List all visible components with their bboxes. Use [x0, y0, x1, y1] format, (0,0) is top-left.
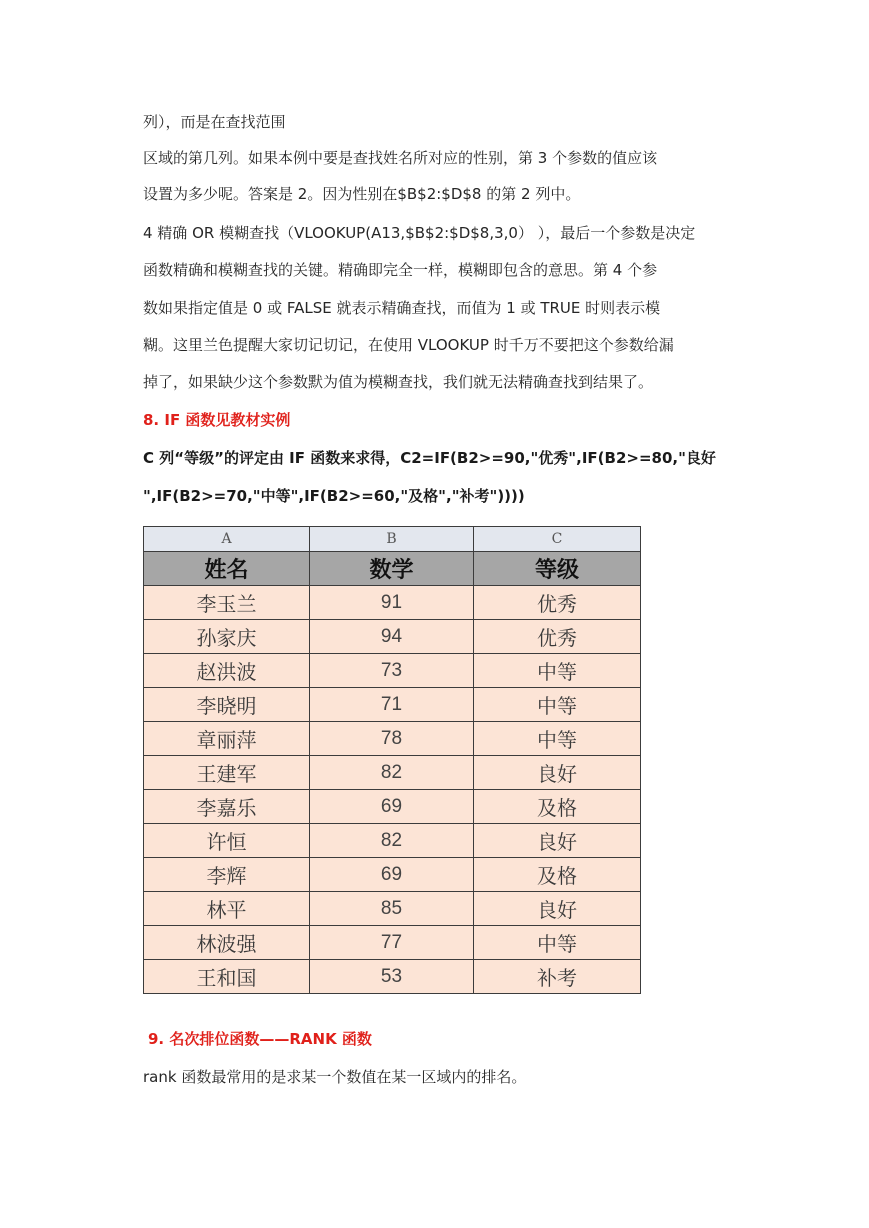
grade-cell[interactable]: 及格 — [474, 790, 641, 824]
section-8-heading: 8. IF 函数见教材实例 — [143, 411, 291, 429]
column-letter-a[interactable]: A — [144, 527, 310, 552]
math-cell[interactable]: 73 — [310, 654, 474, 688]
math-cell[interactable]: 71 — [310, 688, 474, 722]
math-cell[interactable]: 53 — [310, 960, 474, 994]
math-cell[interactable]: 69 — [310, 858, 474, 892]
name-cell[interactable]: 林波强 — [144, 926, 310, 960]
math-cell[interactable]: 82 — [310, 824, 474, 858]
paragraph-line-8: 掉了，如果缺少这个参数默为值为模糊查找，我们就无法精确查找到结果了。 — [143, 373, 654, 391]
table-row — [144, 620, 641, 654]
paragraph-line-2: 区域的第几列。如果本例中要是查找姓名所对应的性别，第 3 个参数的值应该 — [143, 149, 658, 167]
grade-spreadsheet — [143, 526, 641, 994]
section-8-desc-line-2: ",IF(B2>=70,"中等",IF(B2>=60,"及格","补考")))) — [143, 487, 525, 505]
header-name[interactable]: 姓名 — [144, 552, 310, 586]
table-row — [144, 654, 641, 688]
grade-cell[interactable]: 良好 — [474, 756, 641, 790]
grade-cell[interactable]: 补考 — [474, 960, 641, 994]
table-row — [144, 586, 641, 620]
section-9-heading: 9. 名次排位函数——RANK 函数 — [148, 1030, 372, 1048]
math-cell[interactable]: 91 — [310, 586, 474, 620]
math-cell[interactable]: 85 — [310, 892, 474, 926]
table-row — [144, 926, 641, 960]
column-letter-b[interactable]: B — [310, 527, 474, 552]
paragraph-line-6: 数如果指定值是 0 或 FALSE 就表示精确查找，而值为 1 或 TRUE 时则表示模 — [143, 299, 661, 317]
paragraph-line-5: 函数精确和模糊查找的关键。精确即完全一样，模糊即包含的意思。第 4 个参 — [143, 261, 658, 279]
table-row — [144, 790, 641, 824]
math-cell[interactable]: 94 — [310, 620, 474, 654]
field-header-row — [144, 552, 641, 586]
math-cell[interactable]: 69 — [310, 790, 474, 824]
math-cell[interactable]: 82 — [310, 756, 474, 790]
column-letter-row — [144, 527, 641, 552]
grade-cell[interactable]: 中等 — [474, 654, 641, 688]
table-row — [144, 892, 641, 926]
name-cell[interactable]: 林平 — [144, 892, 310, 926]
name-cell[interactable]: 许恒 — [144, 824, 310, 858]
name-cell[interactable]: 孙家庆 — [144, 620, 310, 654]
grade-cell[interactable]: 中等 — [474, 926, 641, 960]
table-row — [144, 824, 641, 858]
name-cell[interactable]: 李玉兰 — [144, 586, 310, 620]
grade-cell[interactable]: 中等 — [474, 688, 641, 722]
name-cell[interactable]: 王建军 — [144, 756, 310, 790]
grade-cell[interactable]: 中等 — [474, 722, 641, 756]
section-9-body: rank 函数最常用的是求某一个数值在某一区域内的排名。 — [143, 1068, 527, 1086]
name-cell[interactable]: 李嘉乐 — [144, 790, 310, 824]
name-cell[interactable]: 赵洪波 — [144, 654, 310, 688]
grade-cell[interactable]: 良好 — [474, 824, 641, 858]
grade-cell[interactable]: 优秀 — [474, 620, 641, 654]
math-cell[interactable]: 77 — [310, 926, 474, 960]
section-8-desc-line-1: C 列“等级”的评定由 IF 函数来求得，C2=IF(B2>=90,"优秀",IF(B2>=80,"良好 — [143, 449, 716, 467]
table-row — [144, 688, 641, 722]
math-cell[interactable]: 78 — [310, 722, 474, 756]
name-cell[interactable]: 李辉 — [144, 858, 310, 892]
column-letter-c[interactable]: C — [474, 527, 641, 552]
table-row — [144, 960, 641, 994]
table-row — [144, 858, 641, 892]
paragraph-line-1: 列），而是在查找范围 — [143, 113, 286, 131]
table-row — [144, 756, 641, 790]
header-grade[interactable]: 等级 — [474, 552, 641, 586]
header-math[interactable]: 数学 — [310, 552, 474, 586]
paragraph-line-4: 4 精确 OR 模糊查找（VLOOKUP(A13,$B$2:$D$8,3,0） ），最后一个参数是决定 — [143, 224, 696, 242]
name-cell[interactable]: 李晓明 — [144, 688, 310, 722]
grade-cell[interactable]: 良好 — [474, 892, 641, 926]
paragraph-line-3: 设置为多少呢。答案是 2。因为性别在$B$2:$D$8 的第 2 列中。 — [143, 185, 581, 203]
name-cell[interactable]: 章丽萍 — [144, 722, 310, 756]
grade-cell[interactable]: 及格 — [474, 858, 641, 892]
name-cell[interactable]: 王和国 — [144, 960, 310, 994]
table-row — [144, 722, 641, 756]
paragraph-line-7: 糊。这里兰色提醒大家切记切记，在使用 VLOOKUP 时千万不要把这个参数给漏 — [143, 336, 674, 354]
grade-cell[interactable]: 优秀 — [474, 586, 641, 620]
